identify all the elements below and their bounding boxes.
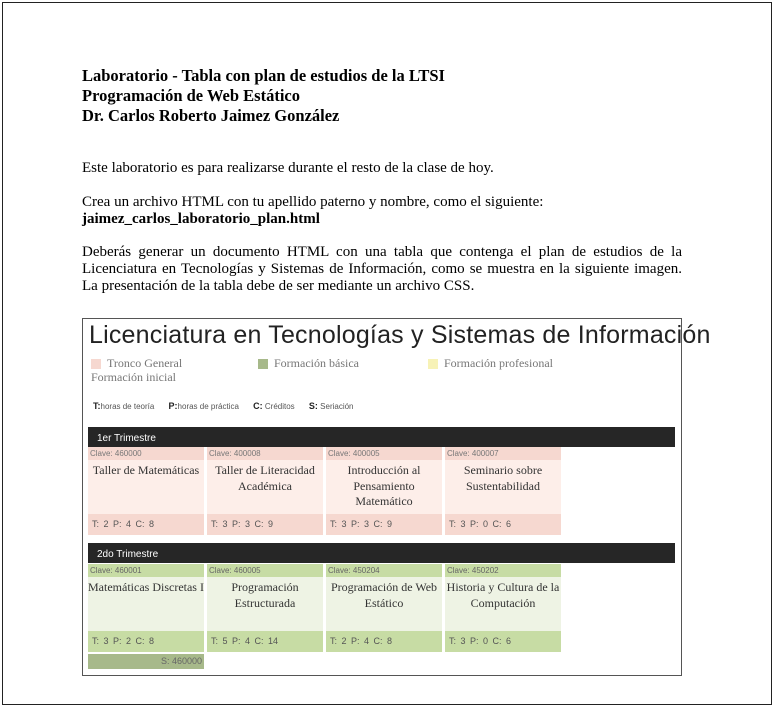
course-hours: T: 3 P: 3 C: 9 xyxy=(207,514,323,535)
course-name: Historia y Cultura de la Computación xyxy=(445,577,561,631)
course-clave: Clave: 400008 xyxy=(207,447,323,460)
course-card xyxy=(207,447,323,535)
course-card xyxy=(88,447,204,535)
legend-swatch-profesional xyxy=(428,359,438,369)
course-card xyxy=(88,564,204,652)
legend-tronco xyxy=(91,356,182,371)
key-teoria: T:horas de teoría xyxy=(93,401,155,411)
heading-line-3: Dr. Carlos Roberto Jaimez González xyxy=(82,106,340,125)
legend-profesional xyxy=(428,356,553,371)
file-instruction-text: Crea un archivo HTML con tu apellido paterno y nombre, como el siguiente: xyxy=(82,194,544,210)
course-clave: Clave: 460000 xyxy=(88,447,204,460)
legend-label-tronco: Tronco General xyxy=(107,356,183,370)
curriculum-figure xyxy=(82,318,711,676)
course-name: Matemáticas Discretas I xyxy=(88,577,204,631)
abbreviation-key xyxy=(93,401,366,411)
course-hours: T: 5 P: 4 C: 14 xyxy=(207,631,323,652)
course-card xyxy=(445,564,561,652)
course-name: Introducción al Pensamiento Matemático xyxy=(326,460,442,514)
course-name: Programación Estructurada xyxy=(207,577,323,631)
figure-title: Licenciatura en Tecnologías y Sistemas de Información xyxy=(89,321,711,349)
description-paragraph: Deberás generar un documento HTML con una tabla que contenga el plan de estudios de la Licenciatura en Tecnologías y Sistemas de Información, como se muestra en la siguiente imagen. La presentación de la tabla debe de ser mediante un archivo CSS. xyxy=(82,244,682,294)
heading-line-2: Programación de Web Estático xyxy=(82,86,300,105)
document-heading xyxy=(82,66,445,126)
course-card xyxy=(326,447,442,535)
course-hours: T: 3 P: 2 C: 8 xyxy=(88,631,204,652)
intro-paragraph: Este laboratorio es para realizarse durante el resto de la clase de hoy. xyxy=(82,160,494,176)
file-name: jaimez_carlos_laboratorio_plan.html xyxy=(82,211,320,227)
course-clave: Clave: 400005 xyxy=(326,447,442,460)
course-hours: T: 3 P: 0 C: 6 xyxy=(445,514,561,535)
course-hours: T: 2 P: 4 C: 8 xyxy=(326,631,442,652)
key-practica: P:horas de práctica xyxy=(168,401,239,411)
trimestre-2-header: 2do Trimestre xyxy=(88,543,675,563)
file-instruction-paragraph xyxy=(82,194,543,228)
legend-basica xyxy=(258,356,359,371)
key-seriacion: S: Seriación xyxy=(308,401,354,411)
legend-swatch-tronco xyxy=(91,359,101,369)
course-card xyxy=(326,564,442,652)
legend-label-basica: Formación básica xyxy=(274,356,359,370)
course-name: Seminario sobre Sustentabilidad xyxy=(445,460,561,514)
course-clave: Clave: 460005 xyxy=(207,564,323,577)
course-hours: T: 3 P: 0 C: 6 xyxy=(445,631,561,652)
course-name: Taller de Matemáticas xyxy=(88,460,204,514)
course-clave: Clave: 450202 xyxy=(445,564,561,577)
course-hours: T: 2 P: 4 C: 8 xyxy=(88,514,204,535)
legend-label-profesional: Formación profesional xyxy=(444,356,553,370)
legend-swatch-basica xyxy=(258,359,268,369)
course-clave: Clave: 450204 xyxy=(326,564,442,577)
trimestre-1-header: 1er Trimestre xyxy=(88,427,675,447)
legend-label-inicial: Formación inicial xyxy=(91,370,176,384)
course-card xyxy=(207,564,323,652)
course-name: Taller de Literacidad Académica xyxy=(207,460,323,514)
key-creditos: C: Créditos xyxy=(253,401,295,411)
course-clave: Clave: 400007 xyxy=(445,447,561,460)
course-clave: Clave: 460001 xyxy=(88,564,204,577)
course-hours: T: 3 P: 3 C: 9 xyxy=(326,514,442,535)
course-name: Programación de Web Estático xyxy=(326,577,442,631)
heading-line-1: Laboratorio - Tabla con plan de estudios de la LTSI xyxy=(82,66,445,85)
seriation-label: S: 460000 xyxy=(88,654,204,669)
course-card xyxy=(445,447,561,535)
